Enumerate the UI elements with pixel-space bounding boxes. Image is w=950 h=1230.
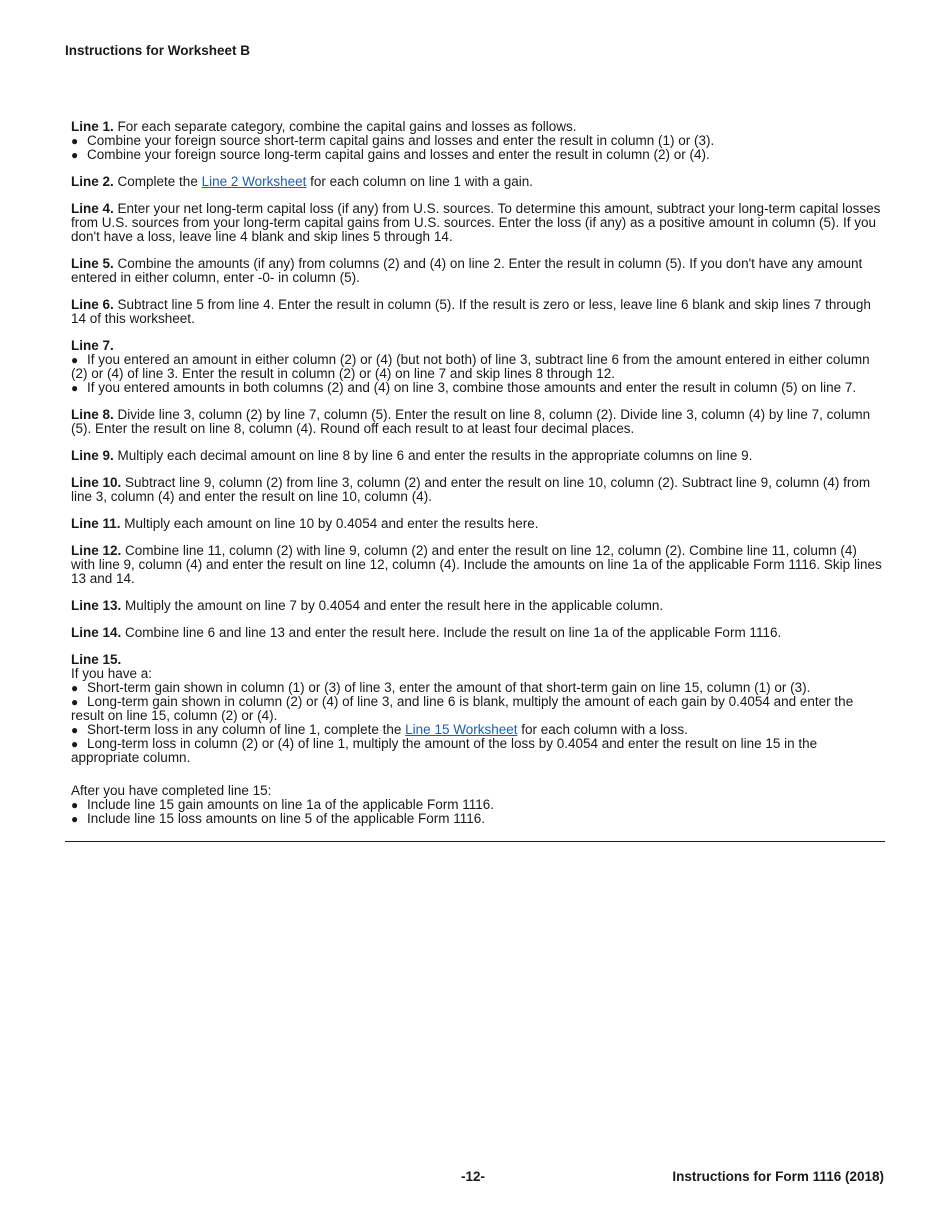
line-2-section: Line 2. Complete the Line 2 Worksheet for each column on line 1 with a gain.: [71, 174, 534, 189]
line-15-worksheet-link[interactable]: Line 15 Worksheet: [405, 722, 518, 737]
line-13-section: Line 13. Multiply the amount on line 7 by 0.4054 and enter the result here in the applicable column.: [71, 598, 664, 613]
line-2-label: Line 2.: [71, 174, 114, 189]
line-1-bullets: [71, 134, 883, 162]
list-item: ● Include line 15 loss amounts on line 5 of the applicable Form 1116.: [71, 811, 485, 826]
page-number: -12-: [461, 1169, 486, 1184]
list-item: ● Combine your foreign source long-term capital gains and losses and enter the result in column (2) or (4).: [71, 147, 710, 162]
line-8-section: Line 8. Divide line 3, column (2) by line 7, column (5). Enter the result on line 8, column (2). Divide line 3, column (4) by line 7, column (5). Enter the result on line 8, column (4). Round off each result to at least four decimal places.: [71, 407, 871, 436]
list-item: ● If you entered an amount in either column (2) or (4) (but not both) of line 3, subtract line 6 from the amount entered in either column (2) or (4) of line 3. Enter the result in column (2) or (4) on line 7 and skip lines 8 through 12.: [71, 352, 870, 381]
section-divider: [65, 841, 885, 842]
bullet-icon: ●: [71, 353, 79, 367]
after-bullets: [71, 798, 883, 826]
line-10-label: Line 10.: [71, 475, 122, 490]
bullet-icon: ●: [71, 381, 79, 395]
list-item: ● Long-term gain shown in column (2) or (4) of line 3, and line 6 is blank, multiply the amount of each gain by 0.4054 and enter the result on line 15, column (2) or (4).: [71, 694, 854, 723]
line-7-section: [71, 339, 883, 395]
bullet-icon: ●: [71, 798, 79, 812]
line-5-label: Line 5.: [71, 256, 114, 271]
line-9-label: Line 9.: [71, 448, 114, 463]
line-8-label: Line 8.: [71, 407, 114, 422]
line-2-worksheet-link[interactable]: Line 2 Worksheet: [201, 174, 307, 189]
line-10-section: Line 10. Subtract line 9, column (2) from line 3, column (2) and enter the result on line 10, column (2). Subtract line 9, column (4) from line 3, column (4) and enter the result on line 10, column (4).: [71, 475, 871, 504]
bullet-icon: ●: [71, 812, 79, 826]
line-1-text: For each separate category, combine the capital gains and losses as follows.: [117, 119, 577, 134]
line-4-label: Line 4.: [71, 201, 114, 216]
bullet-icon: ●: [71, 695, 79, 709]
bullet-icon: ●: [71, 723, 79, 737]
page-header-title: Instructions for Worksheet B: [65, 43, 251, 58]
line-6-label: Line 6.: [71, 297, 114, 312]
bullet-icon: ●: [71, 737, 79, 751]
bullet-icon: ●: [71, 681, 79, 695]
list-item: ● Include line 15 gain amounts on line 1a of the applicable Form 1116.: [71, 797, 495, 812]
line-7-bullets: [71, 353, 883, 395]
bullet-icon: ●: [71, 148, 79, 162]
line-4-section: Line 4. Enter your net long-term capital loss (if any) from U.S. sources. To determine this amount, subtract your long-term capital losses from U.S. sources from your long-term capital gains from U.S. sources. Enter the loss (if any) as a positive amount in column (5). If you don't have a loss, leave line 4 blank and skip lines 5 through 14.: [71, 201, 881, 244]
line-15-section: [71, 653, 883, 765]
list-item: ● Short-term loss in any column of line 1, complete the Line 15 Worksheet for each column with a loss.: [71, 722, 688, 737]
footer-form-title: Instructions for Form 1116 (2018): [672, 1169, 884, 1184]
line-15-label: Line 15.: [71, 652, 122, 667]
bullet-icon: ●: [71, 134, 79, 148]
line-6-section: Line 6. Subtract line 5 from line 4. Enter the result in column (5). If the result is zero or less, leave line 6 blank and skip lines 7 through 14 of this worksheet.: [71, 297, 871, 326]
line-15-bullets: [71, 681, 883, 765]
line-5-section: Line 5. Combine the amounts (if any) from columns (2) and (4) on line 2. Enter the result in column (5). If you don't have any amount entered in either column, enter -0- in column (5).: [71, 256, 863, 285]
line-13-label: Line 13.: [71, 598, 122, 613]
list-item: ● Long-term loss in column (2) or (4) of line 1, multiply the amount of the loss by 0.4054 and enter the result on line 15 in the appropriate column.: [71, 736, 818, 765]
line-12-label: Line 12.: [71, 543, 122, 558]
line-14-label: Line 14.: [71, 625, 122, 640]
line-12-section: Line 12. Combine line 11, column (2) with line 9, column (2) and enter the result on line 12, column (2). Combine line 11, column (4) with line 9, column (4) and enter the result on line 12, column (4). Include the amounts on line 1a of the applicable Form 1116. Skip lines 13 and 14.: [71, 543, 882, 586]
line-11-label: Line 11.: [71, 516, 121, 531]
list-item: ● Short-term gain shown in column (1) or (3) of line 3, enter the amount of that short-term gain on line 15, column (1) or (3).: [71, 680, 811, 695]
after-line-15-section: [71, 784, 883, 826]
line-9-section: Line 9. Multiply each decimal amount on line 8 by line 6 and enter the results in the appropriate columns on line 9.: [71, 448, 753, 463]
list-item: ● If you entered amounts in both columns (2) and (4) on line 3, combine those amounts and enter the result in column (5) on line 7.: [71, 380, 857, 395]
line-11-section: Line 11. Multiply each amount on line 10 by 0.4054 and enter the results here.: [71, 516, 539, 531]
line-1-section: [71, 120, 883, 162]
line-14-section: Line 14. Combine line 6 and line 13 and enter the result here. Include the result on line 1a of the applicable Form 1116.: [71, 625, 782, 640]
instructions-content: [71, 120, 883, 839]
line-7-label: Line 7.: [71, 338, 114, 353]
after-intro: After you have completed line 15:: [71, 783, 272, 798]
list-item: ● Combine your foreign source short-term capital gains and losses and enter the result in column (1) or (3).: [71, 133, 715, 148]
line-1-label: Line 1.: [71, 119, 114, 134]
line-15-intro: If you have a:: [71, 666, 153, 681]
